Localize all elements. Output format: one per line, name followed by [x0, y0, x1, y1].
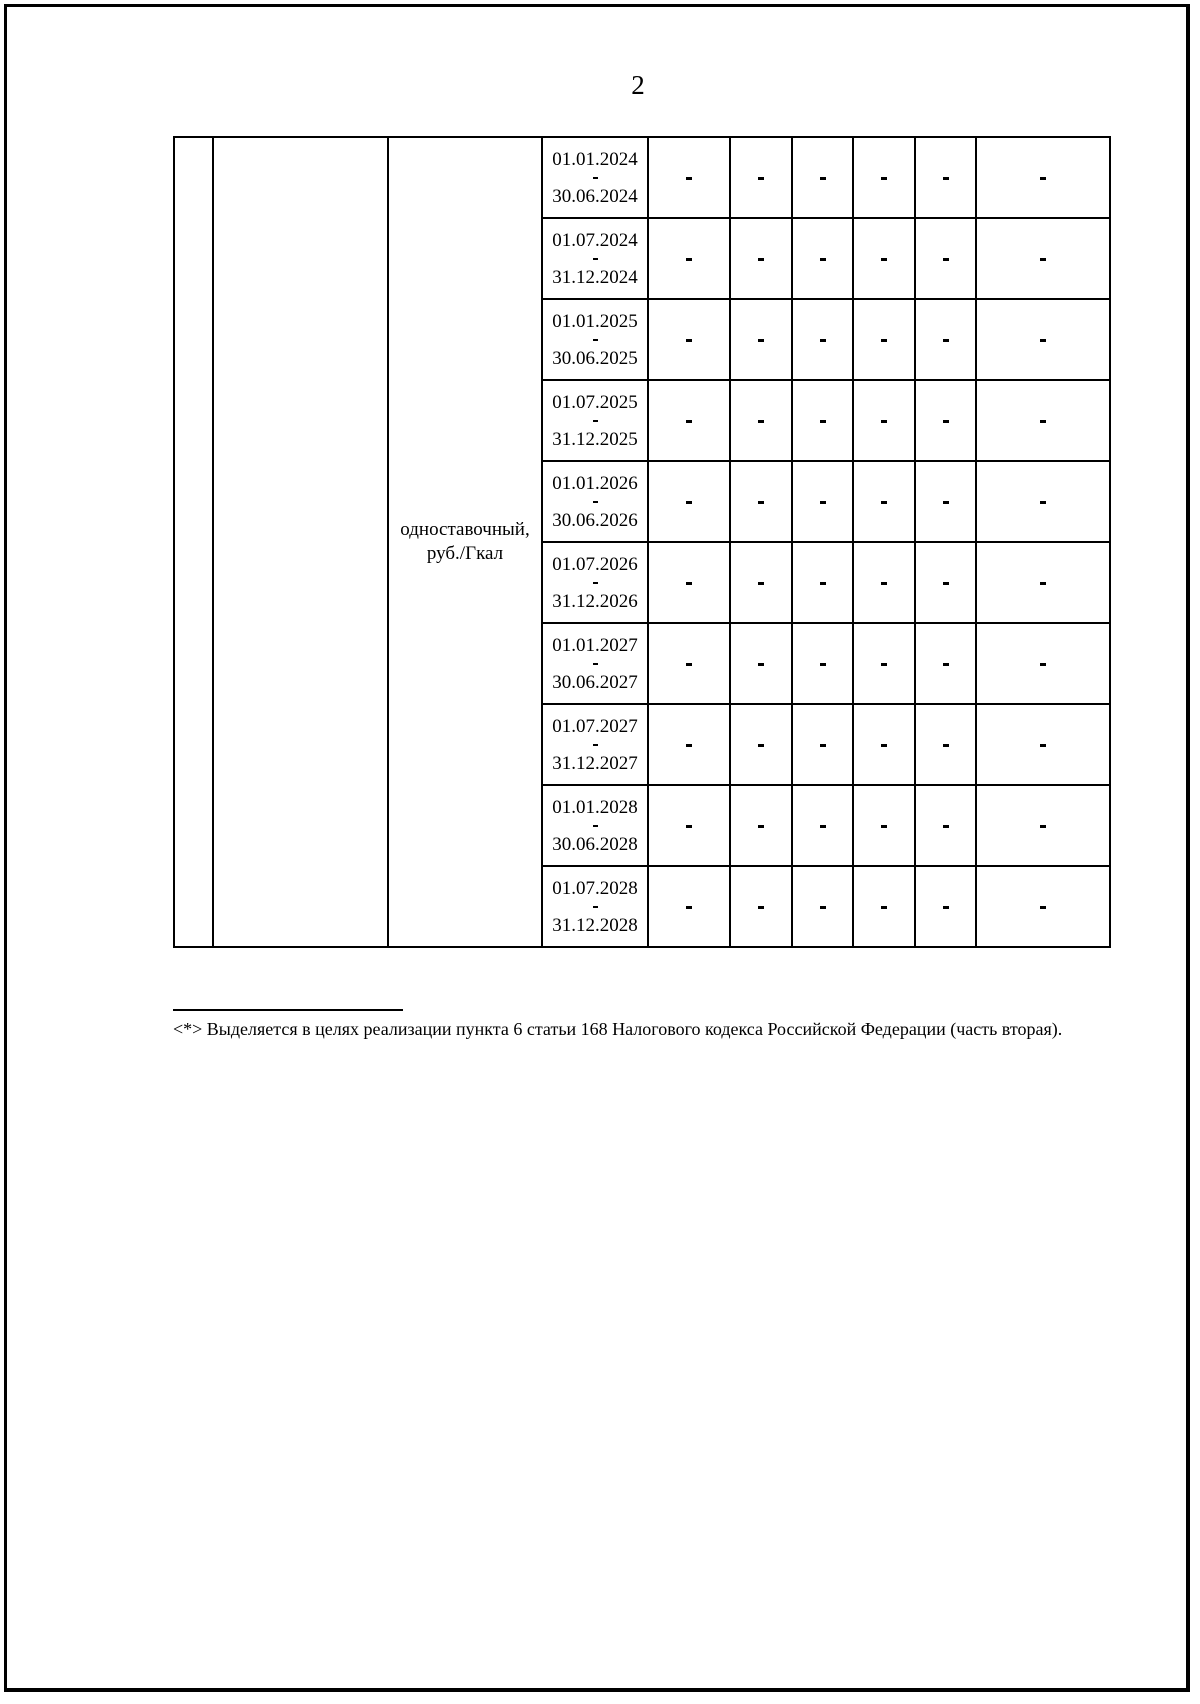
value-cell [976, 704, 1110, 785]
period-separator [543, 171, 647, 185]
value-cell [976, 623, 1110, 704]
value-dash [820, 177, 826, 180]
value-dash [820, 825, 826, 828]
value-cell [792, 461, 853, 542]
period-end: 30.06.2028 [552, 833, 638, 855]
value-dash [820, 663, 826, 666]
value-dash [881, 177, 887, 180]
period-end: 31.12.2024 [552, 266, 638, 288]
value-cell [976, 542, 1110, 623]
value-dash [758, 744, 764, 747]
value-dash [820, 744, 826, 747]
period-start: 01.07.2028 [552, 877, 638, 899]
value-dash [943, 582, 949, 585]
value-dash [686, 663, 692, 666]
value-dash [758, 258, 764, 261]
period-cell [542, 866, 648, 947]
value-dash [943, 177, 949, 180]
value-dash [881, 501, 887, 504]
dash-mark [593, 339, 598, 341]
period-cell [542, 461, 648, 542]
footnote: <*> Выделяется в целях реализации пункта 6 статьи 168 Налогового кодекса Российской Федерации (часть вторая). [173, 1019, 1063, 1039]
value-dash [758, 339, 764, 342]
value-cell [730, 380, 792, 461]
value-cell [853, 866, 915, 947]
value-cell [730, 866, 792, 947]
value-cell [853, 218, 915, 299]
period-start: 01.01.2026 [552, 472, 638, 494]
period-separator [543, 657, 647, 671]
value-cell [730, 542, 792, 623]
value-cell [915, 785, 976, 866]
period-start: 01.07.2027 [552, 715, 638, 737]
dash-mark [593, 582, 598, 584]
value-cell [976, 137, 1110, 218]
period-separator [543, 414, 647, 428]
value-dash [943, 258, 949, 261]
period-separator [543, 576, 647, 590]
period-cell [542, 704, 648, 785]
period-cell [542, 542, 648, 623]
value-cell [976, 866, 1110, 947]
value-dash [881, 582, 887, 585]
value-cell [915, 866, 976, 947]
dash-mark [593, 663, 598, 665]
value-dash [1040, 906, 1046, 909]
period-separator [543, 819, 647, 833]
value-dash [1040, 420, 1046, 423]
value-dash [820, 420, 826, 423]
value-cell [915, 704, 976, 785]
value-dash [1040, 177, 1046, 180]
dash-mark [593, 825, 598, 827]
period-cell [542, 785, 648, 866]
value-cell [730, 218, 792, 299]
period-start: 01.01.2027 [552, 634, 638, 656]
period-cell [542, 137, 648, 218]
value-cell [648, 623, 730, 704]
value-dash [758, 501, 764, 504]
value-dash [686, 501, 692, 504]
period-separator [543, 252, 647, 266]
period-end: 30.06.2026 [552, 509, 638, 531]
period-separator [543, 900, 647, 914]
period-cell [542, 299, 648, 380]
value-cell [648, 542, 730, 623]
value-dash [1040, 582, 1046, 585]
value-cell [648, 704, 730, 785]
period-cell [542, 218, 648, 299]
organization-cell [213, 137, 388, 947]
value-cell [915, 461, 976, 542]
value-dash [820, 906, 826, 909]
value-cell [792, 542, 853, 623]
value-dash [943, 501, 949, 504]
value-dash [881, 258, 887, 261]
value-cell [853, 137, 915, 218]
value-dash [758, 663, 764, 666]
row-number-cell [174, 137, 213, 947]
value-cell [648, 866, 730, 947]
value-cell [730, 299, 792, 380]
value-dash [758, 825, 764, 828]
dash-mark [593, 501, 598, 503]
value-dash [881, 906, 887, 909]
value-cell [976, 461, 1110, 542]
value-cell [648, 380, 730, 461]
value-cell [730, 461, 792, 542]
period-end: 31.12.2027 [552, 752, 638, 774]
value-dash [686, 906, 692, 909]
value-dash [1040, 258, 1046, 261]
value-dash [758, 906, 764, 909]
value-cell [648, 137, 730, 218]
value-cell [853, 785, 915, 866]
value-dash [943, 744, 949, 747]
period-start: 01.01.2024 [552, 148, 638, 170]
period-separator [543, 738, 647, 752]
dash-mark [593, 906, 598, 908]
value-cell [792, 866, 853, 947]
value-cell [915, 623, 976, 704]
period-start: 01.07.2025 [552, 391, 638, 413]
value-dash [686, 582, 692, 585]
dash-mark [593, 258, 598, 260]
period-cell [542, 623, 648, 704]
value-dash [758, 582, 764, 585]
value-cell [792, 623, 853, 704]
value-dash [1040, 501, 1046, 504]
value-cell [648, 218, 730, 299]
page-number: 2 [631, 70, 645, 100]
period-separator [543, 495, 647, 509]
value-dash [758, 420, 764, 423]
dash-mark [593, 744, 598, 746]
value-dash [820, 258, 826, 261]
value-cell [730, 137, 792, 218]
value-cell [730, 704, 792, 785]
value-cell [792, 137, 853, 218]
period-separator [543, 333, 647, 347]
period-cell [542, 380, 648, 461]
value-dash [686, 744, 692, 747]
value-cell [976, 380, 1110, 461]
value-dash [943, 339, 949, 342]
value-cell [915, 299, 976, 380]
value-cell [730, 623, 792, 704]
value-cell [792, 704, 853, 785]
value-cell [792, 299, 853, 380]
value-dash [943, 825, 949, 828]
period-start: 01.01.2028 [552, 796, 638, 818]
period-end: 30.06.2024 [552, 185, 638, 207]
value-cell [853, 299, 915, 380]
period-end: 31.12.2026 [552, 590, 638, 612]
value-cell [853, 623, 915, 704]
value-cell [853, 380, 915, 461]
value-cell [648, 299, 730, 380]
value-cell [915, 542, 976, 623]
value-dash [686, 825, 692, 828]
unit-cell: одноставочный, руб./Гкал [388, 137, 542, 947]
value-dash [881, 663, 887, 666]
footnote-divider [173, 1009, 403, 1011]
value-dash [943, 420, 949, 423]
value-dash [686, 420, 692, 423]
value-dash [820, 339, 826, 342]
value-dash [686, 339, 692, 342]
period-end: 30.06.2027 [552, 671, 638, 693]
value-cell [853, 461, 915, 542]
dash-mark [593, 177, 598, 179]
value-dash [1040, 825, 1046, 828]
value-dash [758, 177, 764, 180]
value-dash [820, 501, 826, 504]
value-cell [853, 542, 915, 623]
value-dash [686, 258, 692, 261]
table-body [174, 137, 1110, 947]
value-dash [881, 420, 887, 423]
value-cell [915, 380, 976, 461]
value-dash [686, 177, 692, 180]
period-end: 31.12.2028 [552, 914, 638, 936]
value-cell [792, 785, 853, 866]
value-cell [648, 785, 730, 866]
value-dash [881, 825, 887, 828]
value-dash [943, 663, 949, 666]
period-start: 01.01.2025 [552, 310, 638, 332]
value-cell [915, 137, 976, 218]
period-start: 01.07.2026 [552, 553, 638, 575]
table-row [174, 137, 1110, 218]
period-end: 31.12.2025 [552, 428, 638, 450]
value-cell [730, 785, 792, 866]
value-dash [881, 744, 887, 747]
value-dash [881, 339, 887, 342]
value-dash [1040, 663, 1046, 666]
value-cell [976, 299, 1110, 380]
value-cell [976, 785, 1110, 866]
value-dash [943, 906, 949, 909]
dash-mark [593, 420, 598, 422]
value-dash [1040, 744, 1046, 747]
value-cell [792, 380, 853, 461]
value-cell [976, 218, 1110, 299]
value-cell [792, 218, 853, 299]
period-end: 30.06.2025 [552, 347, 638, 369]
value-dash [1040, 339, 1046, 342]
value-cell [648, 461, 730, 542]
tariff-table [173, 136, 1111, 948]
value-dash [820, 582, 826, 585]
period-start: 01.07.2024 [552, 229, 638, 251]
value-cell [915, 218, 976, 299]
value-cell [853, 704, 915, 785]
